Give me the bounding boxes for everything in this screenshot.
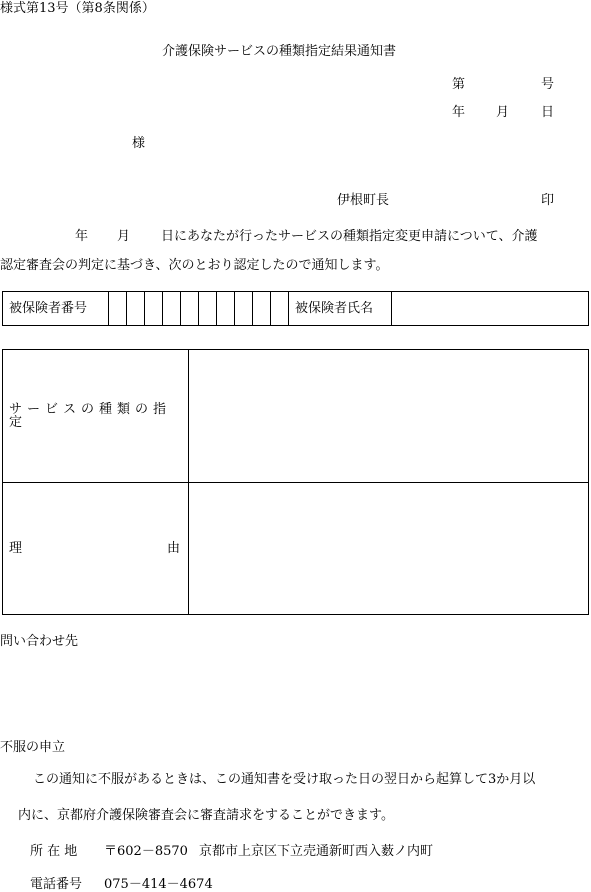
insured-number-digit-box[interactable] <box>271 292 289 326</box>
intro-month: 月 <box>117 229 131 244</box>
reason-label-cell <box>3 483 189 615</box>
phone-label: 電話番号 <box>30 877 83 892</box>
insured-number-digit-box[interactable] <box>145 292 163 326</box>
intro-line1: 日にあなたが行ったサービスの種類指定変更申請について、介護 <box>161 229 538 244</box>
insured-number-digit-box[interactable] <box>127 292 145 326</box>
insured-number-digit-box[interactable] <box>109 292 127 326</box>
intro-line2: 認定審査会の判定に基づき、次のとおり認定したので通知します。 <box>0 258 389 273</box>
doc-number-go: 号 <box>541 77 555 92</box>
reason-field[interactable] <box>189 483 589 615</box>
insured-number-digit-box[interactable] <box>181 292 199 326</box>
insured-name-field[interactable] <box>392 292 589 326</box>
objection-line2: 内に、京都府介護保険審査会に審査請求をすることができます。 <box>18 808 394 823</box>
service-designation-label: サービスの種類の指定 <box>3 350 189 483</box>
intro-year: 年 <box>75 229 89 244</box>
form-number: 様式第13号（第8条関係） <box>0 1 155 16</box>
doc-number-dai: 第 <box>452 77 466 92</box>
date-day: 日 <box>541 105 555 120</box>
reason-label-left: 理 <box>9 541 23 556</box>
document-title: 介護保険サービスの種類指定結果通知書 <box>162 44 397 59</box>
postal-code: 〒602－8570 <box>104 844 188 859</box>
date-month: 月 <box>496 105 510 120</box>
seal-mark: 印 <box>541 193 555 208</box>
insured-number-digit-box[interactable] <box>163 292 181 326</box>
designation-table <box>2 349 589 615</box>
objection-heading: 不服の申立 <box>0 740 66 755</box>
insured-number-digit-box[interactable] <box>235 292 253 326</box>
insured-name-label: 被保険者氏名 <box>289 292 392 326</box>
objection-line1: この通知に不服があるときは、この通知書を受け取った日の翌日から起算して3か月以 <box>33 772 536 787</box>
date-year: 年 <box>452 105 466 120</box>
insured-number-label: 被保険者番号 <box>3 292 109 326</box>
contact-label: 問い合わせ先 <box>0 634 79 649</box>
addressee-suffix: 様 <box>132 136 146 151</box>
address-label: 所 在 地 <box>30 844 78 859</box>
address: 京都市上京区下立売通新町西入薮ノ内町 <box>199 844 434 859</box>
insured-number-digit-box[interactable] <box>217 292 235 326</box>
phone-number: 075－414－4674 <box>104 877 213 892</box>
insured-number-digit-box[interactable] <box>253 292 271 326</box>
insured-number-digit-box[interactable] <box>199 292 217 326</box>
insured-info-table <box>2 291 589 326</box>
reason-label-right: 由 <box>166 541 180 556</box>
service-designation-field[interactable] <box>189 350 589 483</box>
issuer-name: 伊根町長 <box>337 193 390 208</box>
